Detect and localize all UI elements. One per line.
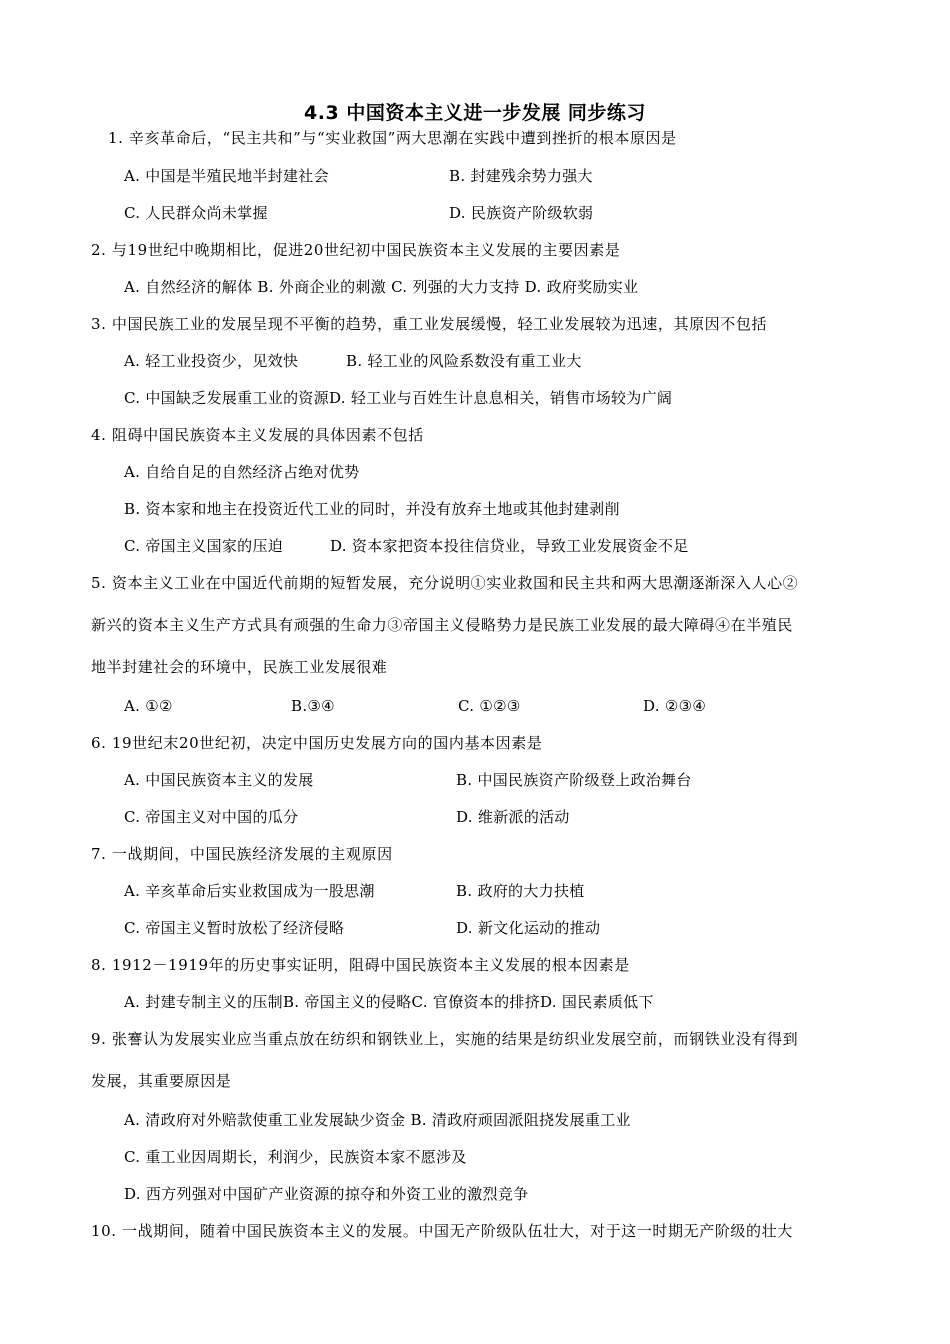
question-7-stem: 7. 一战期间，中国民族经济发展的主观原因	[91, 845, 393, 863]
question-6-option-c: C. 帝国主义对中国的瓜分	[124, 808, 299, 826]
question-8-stem: 8. 1912－1919年的历史事实证明，阻碍中国民族资本主义发展的根本因素是	[91, 956, 630, 974]
question-4-option-c: C. 帝国主义国家的压迫	[124, 537, 284, 555]
question-9-stem-line-1: 9. 张謇认为发展实业应当重点放在纺织和钢铁业上，实施的结果是纺织业发展空前，而钢铁业没有得到	[91, 1030, 799, 1048]
question-3-option-b: B. 轻工业的风险系数没有重工业大	[346, 352, 582, 370]
question-7-option-d: D. 新文化运动的推动	[456, 919, 601, 937]
question-9-option-c: C. 重工业因周期长，利润少，民族资本家不愿涉及	[124, 1148, 467, 1166]
question-2-options: A. 自然经济的解体 B. 外商企业的刺激 C. 列强的大力支持 D. 政府奖励实业	[124, 278, 639, 296]
question-5-option-a: A. ①②	[124, 697, 173, 715]
question-6-option-a: A. 中国民族资本主义的发展	[124, 771, 314, 789]
question-4-stem: 4. 阻碍中国民族资本主义发展的具体因素不包括	[91, 426, 424, 444]
question-7-option-c: C. 帝国主义暂时放松了经济侵略	[124, 919, 345, 937]
question-1-option-c: C. 人民群众尚未掌握	[124, 204, 268, 222]
question-5-stem-line-3: 地半封建社会的环境中，民族工业发展很难	[91, 658, 388, 676]
question-1-option-a: A. 中国是半殖民地半封建社会	[124, 167, 329, 185]
question-5-option-b: B.③④	[291, 697, 335, 715]
question-4-option-b: B. 资本家和地主在投资近代工业的同时，并没有放弃土地或其他封建剥削	[124, 500, 620, 518]
question-6-stem: 6. 19世纪末20世纪初，决定中国历史发展方向的国内基本因素是	[91, 734, 543, 752]
question-6-option-d: D. 维新派的活动	[456, 808, 570, 826]
question-5-option-c: C. ①②③	[458, 697, 521, 715]
question-7-option-b: B. 政府的大力扶植	[456, 882, 585, 900]
question-2-stem: 2. 与19世纪中晚期相比，促进20世纪初中国民族资本主义发展的主要因素是	[91, 241, 621, 259]
question-3-stem: 3. 中国民族工业的发展呈现不平衡的趋势，重工业发展缓慢，轻工业发展较为迅速，其原因不包括	[91, 315, 768, 333]
question-9-option-ab: A. 清政府对外赔款使重工业发展缺少资金 B. 清政府顽固派阻挠发展重工业	[124, 1111, 631, 1129]
question-5-stem-line-2: 新兴的资本主义生产方式具有顽强的生命力③帝国主义侵略势力是民族工业发展的最大障碍④在半殖民	[91, 616, 794, 634]
question-1-option-d: D. 民族资产阶级软弱	[449, 204, 594, 222]
question-3-option-cd: C. 中国缺乏发展重工业的资源D. 轻工业与百姓生计息息相关，销售市场较为广阔	[124, 389, 673, 407]
question-3-option-a: A. 轻工业投资少，见效快	[124, 352, 299, 370]
question-9-option-d: D. 西方列强对中国矿产业资源的掠夺和外资工业的激烈竞争	[124, 1185, 529, 1203]
question-8-options: A. 封建专制主义的压制B. 帝国主义的侵略C. 官僚资本的排挤D. 国民素质低下	[124, 993, 654, 1011]
question-5-stem-line-1: 5. 资本主义工业在中国近代前期的短暂发展，充分说明①实业救国和民主共和两大思潮逐渐深入人心②	[91, 574, 799, 592]
question-1-option-b: B. 封建残余势力强大	[449, 167, 593, 185]
question-7-option-a: A. 辛亥革命后实业救国成为一股思潮	[124, 882, 375, 900]
page-title: 4.3 中国资本主义进一步发展 同步练习	[304, 102, 646, 124]
question-10-stem: 10. 一战期间，随着中国民族资本主义的发展。中国无产阶级队伍壮大，对于这一时期无产阶级的壮大	[91, 1222, 793, 1240]
question-4-option-d: D. 资本家把资本投往信贷业，导致工业发展资金不足	[330, 537, 689, 555]
question-1-stem: 1. 辛亥革命后，“民主共和”与“实业救国”两大思潮在实践中遭到挫折的根本原因是	[108, 129, 677, 147]
question-4-option-a: A. 自给自足的自然经济占绝对优势	[124, 463, 360, 481]
question-9-stem-line-2: 发展，其重要原因是	[91, 1072, 232, 1090]
question-5-option-d: D. ②③④	[643, 697, 707, 715]
question-6-option-b: B. 中国民族资产阶级登上政治舞台	[456, 771, 692, 789]
